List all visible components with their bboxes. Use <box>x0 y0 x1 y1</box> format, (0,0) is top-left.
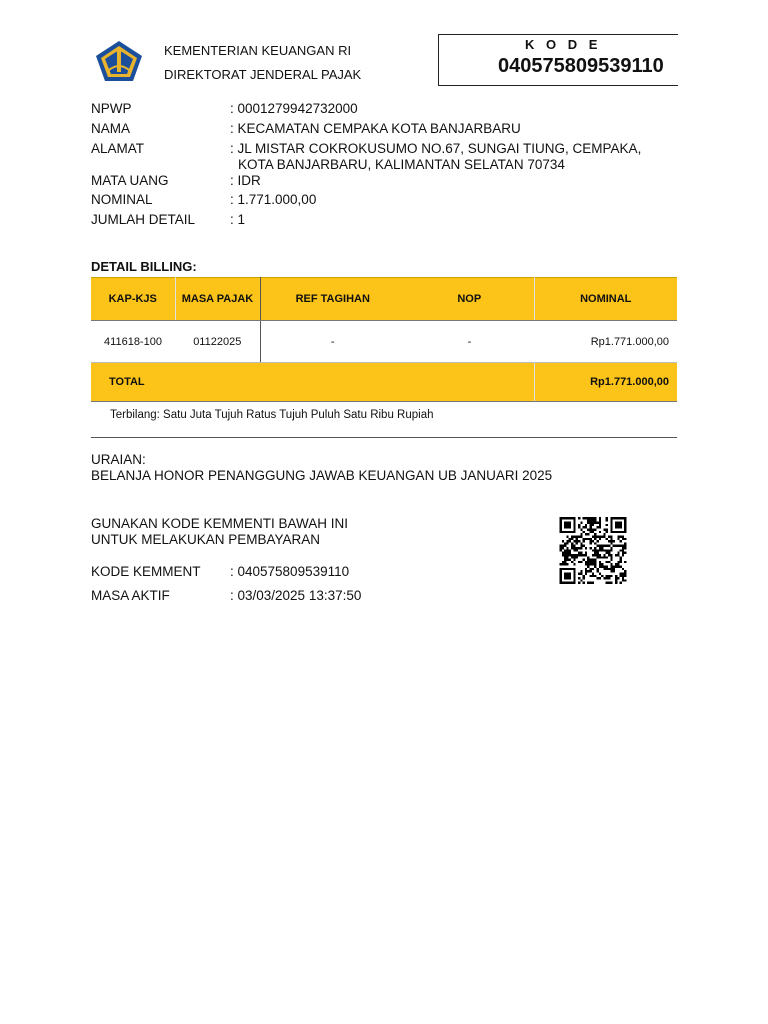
total-label: TOTAL <box>91 363 534 402</box>
cell-masa-pajak: 01122025 <box>175 321 260 363</box>
cell-kap-kjs: 411618-100 <box>91 321 175 363</box>
kode-kemment-label: KODE KEMMENT <box>91 564 201 579</box>
alamat-label: ALAMAT <box>91 141 145 156</box>
kode-value: 040575809539110 <box>498 55 664 77</box>
table-row <box>91 321 677 363</box>
npwp-label: NPWP <box>91 101 132 116</box>
cell-nominal: Rp1.771.000,00 <box>534 321 677 363</box>
masa-aktif-value: : 03/03/2025 13:37:50 <box>230 588 362 603</box>
nominal-label: NOMINAL <box>91 192 153 207</box>
ministry-logo-icon <box>95 40 143 82</box>
payment-instruction-line2: UNTUK MELAKUKAN PEMBAYARAN <box>91 532 321 547</box>
billing-header-row <box>91 278 677 321</box>
divider <box>91 437 677 438</box>
total-row <box>91 363 677 402</box>
nama-value: : KECAMATAN CEMPAKA KOTA BANJARBARU <box>230 121 521 136</box>
col-kap-kjs: KAP-KJS <box>91 278 175 321</box>
npwp-value: : 0001279942732000 <box>230 101 358 116</box>
detail-billing-title: DETAIL BILLING: <box>91 259 197 274</box>
payment-instruction-line1: GUNAKAN KODE KEMMENTI BAWAH INI <box>91 516 349 531</box>
directorate-name: DIREKTORAT JENDERAL PAJAK <box>164 67 362 82</box>
col-nominal: NOMINAL <box>534 278 677 321</box>
cell-ref-tagihan: - <box>260 321 405 363</box>
jumlah-detail-value: : 1 <box>230 212 246 227</box>
masa-aktif-label: MASA AKTIF <box>91 588 170 603</box>
kode-kemment-value: : 040575809539110 <box>230 564 350 579</box>
nominal-value: : 1.771.000,00 <box>230 192 317 207</box>
total-value: Rp1.771.000,00 <box>534 363 677 402</box>
alamat-value-line2: KOTA BANJARBARU, KALIMANTAN SELATAN 70734 <box>238 157 565 172</box>
jumlah-detail-label: JUMLAH DETAIL <box>91 212 196 227</box>
billing-table <box>91 277 677 402</box>
col-ref-tagihan: REF TAGIHAN <box>260 278 405 321</box>
uraian-label: URAIAN: <box>91 452 146 467</box>
alamat-value: : JL MISTAR COKROKUSUMO NO.67, SUNGAI TIUNG, CEMPAKA, <box>230 141 642 156</box>
mata-uang-label: MATA UANG <box>91 173 169 188</box>
uraian-text: BELANJA HONOR PENANGGUNG JAWAB KEUANGAN UB JANUARI 2025 <box>91 468 553 483</box>
ministry-name: KEMENTERIAN KEUANGAN RI <box>164 43 352 58</box>
qr-code-icon <box>557 517 629 584</box>
kode-label: K O D E <box>525 37 602 52</box>
col-masa-pajak: MASA PAJAK <box>175 278 260 321</box>
col-nop: NOP <box>405 278 534 321</box>
terbilang-text: Terbilang: Satu Juta Tujuh Ratus Tujuh Puluh Satu Ribu Rupiah <box>110 409 434 421</box>
nama-label: NAMA <box>91 121 131 136</box>
cell-nop: - <box>405 321 534 363</box>
mata-uang-value: : IDR <box>230 173 261 188</box>
